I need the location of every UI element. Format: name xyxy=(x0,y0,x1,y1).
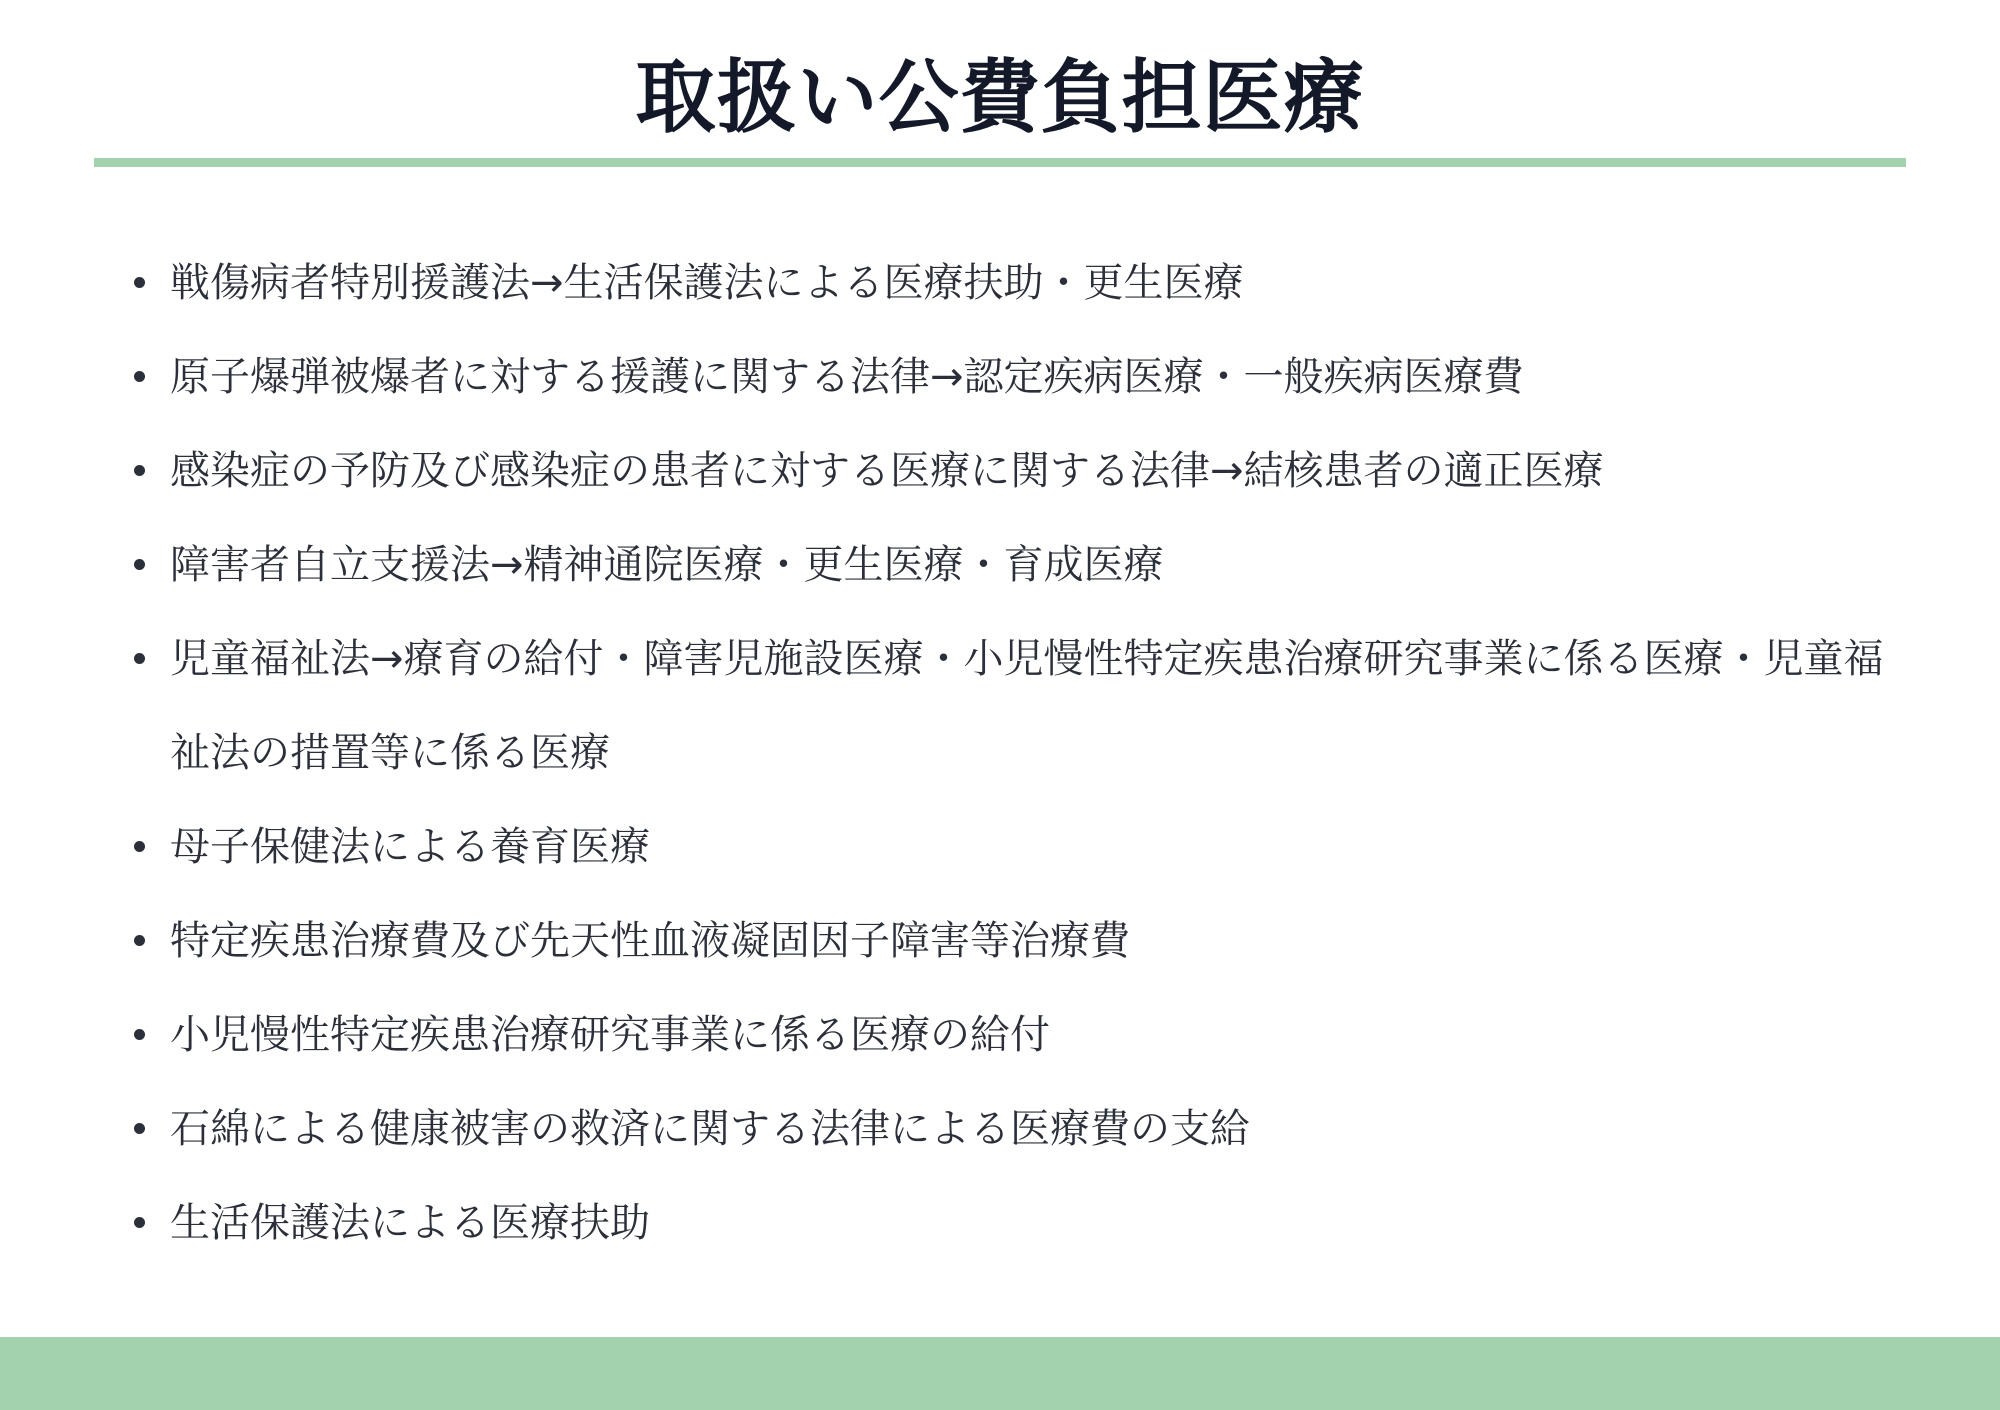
bullet-dot-icon xyxy=(134,1217,145,1228)
bullet-item-6 xyxy=(130,800,1920,894)
bullet-text: 児童福祉法→療育の給付・障害児施設医療・小児慢性特定疾患治療研究事業に係る医療・児童福祉法の措置等に係る医療 xyxy=(170,636,1884,776)
bullet-item-1 xyxy=(130,236,1920,330)
bullet-list xyxy=(130,236,1920,1270)
bullet-dot-icon xyxy=(134,465,145,476)
bullet-text: 石綿による健康被害の救済に関する法律による医療費の支給 xyxy=(170,1106,1250,1152)
bullet-dot-icon xyxy=(134,559,145,570)
bullet-item-5 xyxy=(130,612,1920,800)
bullet-item-2 xyxy=(130,330,1920,424)
bullet-text: 特定疾患治療費及び先天性血液凝固因子障害等治療費 xyxy=(170,918,1130,964)
bullet-text: 感染症の予防及び感染症の患者に対する医療に関する法律→結核患者の適正医療 xyxy=(170,448,1604,494)
bullet-dot-icon xyxy=(134,935,145,946)
bullet-text: 生活保護法による医療扶助 xyxy=(170,1200,650,1246)
bullet-item-3 xyxy=(130,424,1920,518)
bullet-item-9 xyxy=(130,1082,1920,1176)
bullet-dot-icon xyxy=(134,1029,145,1040)
title-underline xyxy=(94,158,1906,167)
bullet-dot-icon xyxy=(134,653,145,664)
bullet-item-4 xyxy=(130,518,1920,612)
bullet-item-7 xyxy=(130,894,1920,988)
bullet-dot-icon xyxy=(134,1123,145,1134)
bullet-dot-icon xyxy=(134,371,145,382)
slide-title: 取扱い公費負担医療 xyxy=(635,51,1365,144)
bullet-dot-icon xyxy=(134,841,145,852)
bullet-text: 障害者自立支援法→精神通院医療・更生医療・育成医療 xyxy=(170,542,1164,588)
bullet-text: 母子保健法による養育医療 xyxy=(170,824,650,870)
bullet-item-8 xyxy=(130,988,1920,1082)
bullet-item-10 xyxy=(130,1176,1920,1270)
bullet-dot-icon xyxy=(134,277,145,288)
bullet-text: 原子爆弾被爆者に対する援護に関する法律→認定疾病医療・一般疾病医療費 xyxy=(170,354,1524,400)
bullet-text: 戦傷病者特別援護法→生活保護法による医療扶助・更生医療 xyxy=(170,260,1244,306)
footer-band xyxy=(0,1337,2000,1410)
bullet-text: 小児慢性特定疾患治療研究事業に係る医療の給付 xyxy=(170,1012,1050,1058)
